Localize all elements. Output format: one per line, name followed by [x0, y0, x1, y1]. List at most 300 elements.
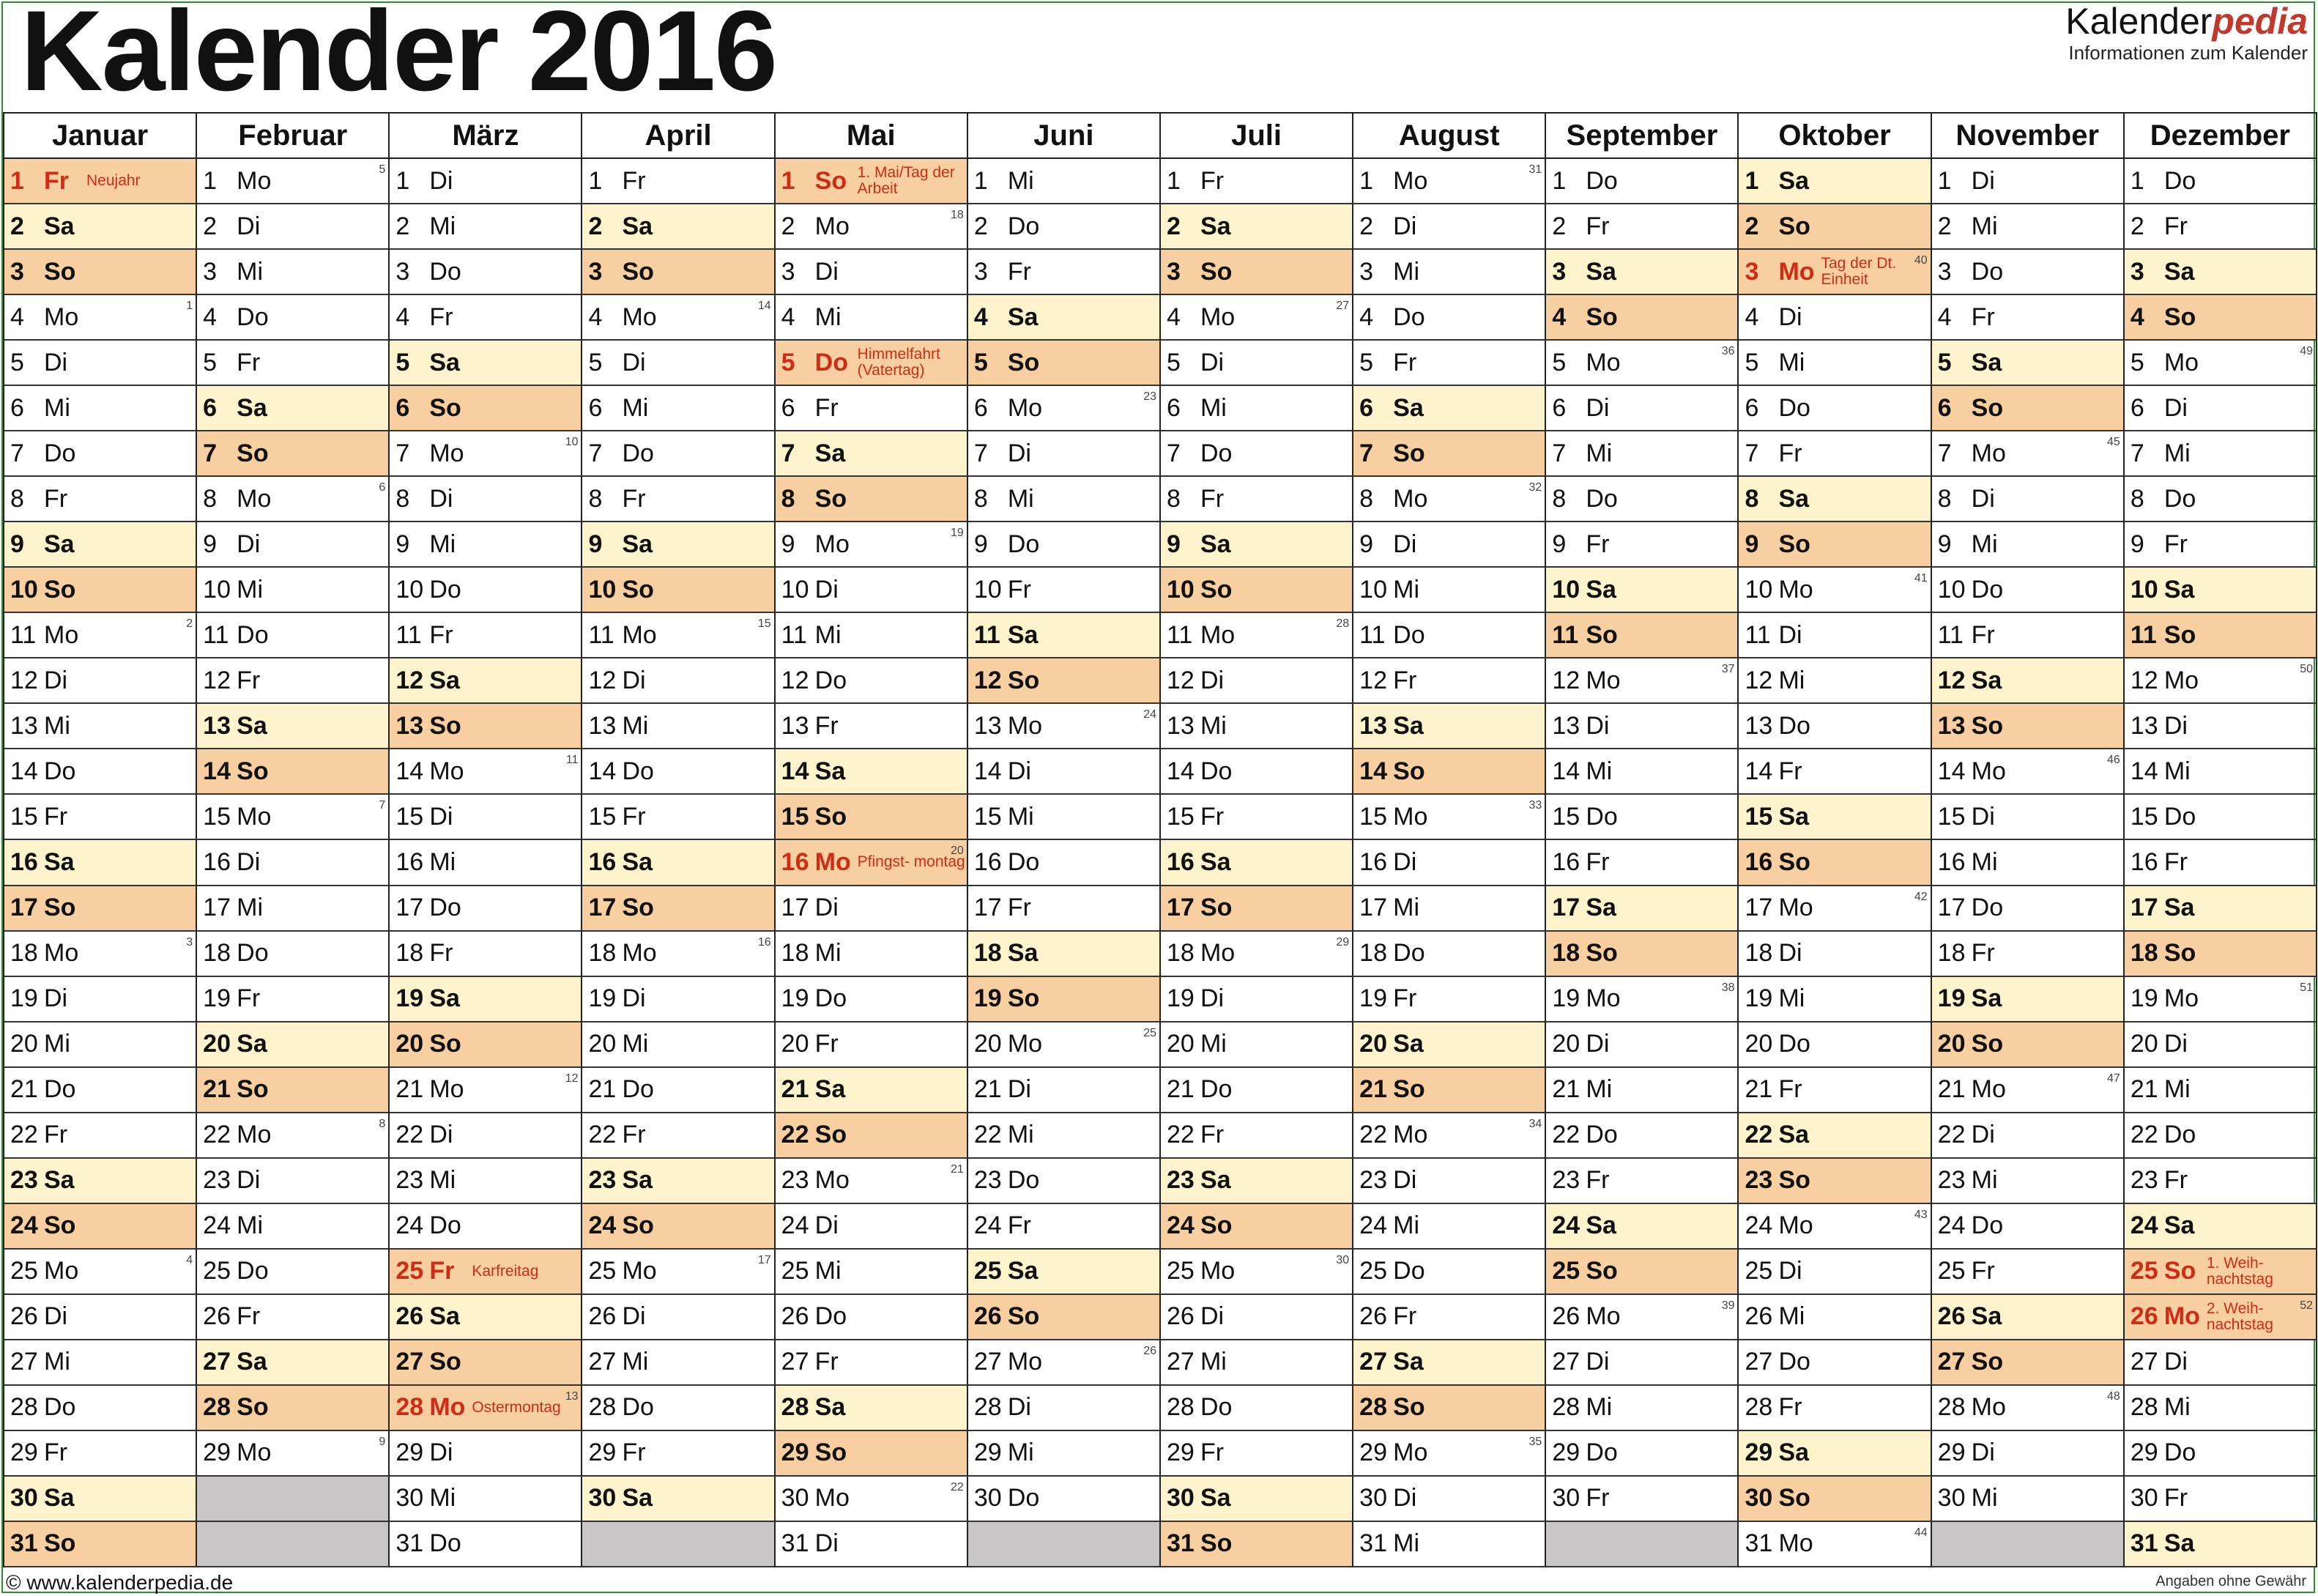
- day-number: 24: [1552, 1211, 1580, 1240]
- day-cell: [1739, 1159, 1931, 1204]
- day-number: 24: [2130, 1211, 2158, 1240]
- day-number: 24: [203, 1211, 231, 1240]
- day-number: 16: [1745, 847, 1773, 876]
- day-cell: [1353, 1431, 1546, 1477]
- day-cell: [1739, 477, 1931, 522]
- day-cell: [1161, 1477, 1353, 1522]
- day-cell: [1546, 250, 1739, 295]
- day-number: 14: [395, 757, 424, 785]
- weekday-label: Do: [1586, 484, 1618, 513]
- weekday-label: Fr: [2163, 212, 2188, 240]
- day-cell: [390, 1068, 582, 1113]
- day-cell: [1353, 568, 1546, 613]
- day-number: 27: [203, 1348, 231, 1376]
- weekday-label: So: [1971, 1348, 2004, 1376]
- day-number: 2: [781, 212, 795, 240]
- weekday-label: Do: [2163, 1439, 2196, 1467]
- day-cell: [776, 159, 968, 204]
- day-number: 14: [1552, 757, 1580, 785]
- day-cell: [390, 204, 582, 250]
- weekday-label: Sa: [1393, 1348, 1424, 1376]
- day-cell: [2125, 568, 2317, 613]
- day-cell: [1739, 1068, 1931, 1113]
- weekday-label: So: [1971, 1030, 2004, 1058]
- day-number: 5: [1937, 348, 1952, 376]
- day-cell: [197, 341, 390, 386]
- weekday-label: Mi: [1586, 1393, 1613, 1422]
- day-cell: [390, 658, 582, 704]
- weekday-label: So: [44, 1211, 76, 1240]
- weekday-label: So: [44, 575, 76, 604]
- day-cell: [1739, 886, 1931, 932]
- weekday-label: Mo: [1393, 484, 1428, 513]
- day-cell: [390, 840, 582, 886]
- day-cell: [582, 1340, 775, 1386]
- weekday-label: Mo: [2163, 348, 2199, 376]
- day-cell: [390, 977, 582, 1022]
- weekday-label: Fr: [237, 348, 261, 376]
- day-cell: [390, 886, 582, 932]
- day-number: 13: [1937, 711, 1966, 740]
- day-number: 8: [781, 484, 795, 513]
- day-cell: [968, 1113, 1161, 1159]
- day-number: 10: [781, 575, 809, 604]
- day-number: 6: [2130, 393, 2144, 422]
- day-cell: [1161, 1522, 1353, 1567]
- weekday-label: Do: [2163, 1121, 2196, 1149]
- weekday-label: Di: [1971, 484, 1995, 513]
- day-number: 26: [781, 1302, 809, 1331]
- weekday-label: Di: [44, 666, 68, 694]
- weekday-label: So: [1778, 1166, 1810, 1195]
- week-number: 48: [2107, 1389, 2120, 1403]
- day-number: 16: [973, 847, 1002, 876]
- day-cell: [197, 568, 390, 613]
- weekday-label: Mi: [1200, 711, 1227, 740]
- day-number: 29: [395, 1439, 424, 1467]
- week-number: 25: [1143, 1026, 1156, 1039]
- day-cell: [1353, 1386, 1546, 1431]
- day-number: 5: [973, 348, 988, 376]
- weekday-label: Mi: [622, 393, 649, 422]
- day-number: 21: [2130, 1075, 2158, 1104]
- day-cell: [1353, 250, 1546, 295]
- day-cell: [776, 295, 968, 341]
- weekday-label: Fr: [44, 484, 68, 513]
- day-cell: [1932, 250, 2125, 295]
- day-number: 13: [588, 711, 617, 740]
- day-number: 19: [2130, 984, 2158, 1013]
- week-number: 33: [1528, 799, 1542, 812]
- day-cell: [582, 568, 775, 613]
- day-cell: [1546, 658, 1739, 704]
- day-cell: [1353, 886, 1546, 932]
- day-cell: [390, 1250, 582, 1295]
- day-number: 7: [781, 439, 795, 467]
- day-number: 2: [203, 212, 218, 240]
- day-cell: [4, 613, 197, 658]
- weekday-label: Sa: [237, 711, 267, 740]
- day-number: 27: [395, 1348, 424, 1376]
- day-number: 11: [1937, 620, 1964, 649]
- day-number: 29: [1552, 1439, 1580, 1467]
- weekday-label: So: [1586, 1257, 1618, 1285]
- day-cell: [968, 295, 1161, 341]
- day-cell: [1932, 522, 2125, 568]
- day-number: 2: [1937, 212, 1952, 240]
- weekday-label: So: [2163, 303, 2196, 331]
- day-cell: [1353, 386, 1546, 431]
- day-cell: [968, 477, 1161, 522]
- day-cell: [1353, 658, 1546, 704]
- day-number: 30: [973, 1484, 1002, 1513]
- day-cell: [776, 1295, 968, 1340]
- day-cell: [1161, 159, 1353, 204]
- week-number: 36: [1721, 345, 1735, 358]
- weekday-label: Sa: [1778, 166, 1810, 195]
- month-header-4: April: [582, 114, 775, 159]
- day-cell: [1739, 1022, 1931, 1068]
- day-cell: [2125, 431, 2317, 477]
- day-cell: [1161, 250, 1353, 295]
- weekday-label: Mi: [814, 303, 842, 331]
- weekday-label: Di: [1200, 1302, 1225, 1331]
- day-cell: [4, 658, 197, 704]
- holiday-label: 1. Weih- nachtstag: [2206, 1254, 2273, 1288]
- day-cell: [1932, 477, 2125, 522]
- day-number: 23: [1745, 1166, 1773, 1195]
- day-cell: [197, 749, 390, 795]
- weekday-label: Di: [814, 894, 839, 922]
- week-number: 35: [1528, 1435, 1542, 1448]
- weekday-label: Di: [814, 1211, 839, 1240]
- day-number: 22: [1552, 1121, 1580, 1149]
- weekday-label: Mo: [1778, 575, 1813, 604]
- day-number: 24: [1937, 1211, 1966, 1240]
- day-number: 26: [2130, 1302, 2158, 1331]
- week-number: 4: [186, 1253, 193, 1266]
- week-number: 3: [186, 935, 193, 949]
- day-number: 27: [781, 1348, 809, 1376]
- day-cell: [968, 932, 1161, 977]
- day-cell: [4, 886, 197, 932]
- day-number: 26: [1745, 1302, 1773, 1331]
- day-cell: [2125, 749, 2317, 795]
- holiday-label: Tag der Dt. Einheit: [1821, 255, 1897, 289]
- day-number: 9: [10, 530, 24, 558]
- weekday-label: Mi: [1393, 1211, 1420, 1240]
- day-number: 4: [2130, 303, 2144, 331]
- day-number: 1: [973, 166, 988, 195]
- day-cell: [1932, 704, 2125, 749]
- day-cell: [1353, 613, 1546, 658]
- weekday-label: Do: [1200, 439, 1233, 467]
- day-cell: [968, 386, 1161, 431]
- day-number: 16: [203, 847, 231, 876]
- day-cell: [968, 1250, 1161, 1295]
- weekday-label: Sa: [1586, 1211, 1616, 1240]
- day-cell: [1739, 204, 1931, 250]
- weekday-label: Mi: [429, 530, 456, 558]
- day-number: 14: [2130, 757, 2158, 785]
- day-cell: [1739, 795, 1931, 840]
- weekday-label: Sa: [1586, 575, 1616, 604]
- day-number: 3: [2130, 257, 2144, 286]
- day-cell: [968, 568, 1161, 613]
- day-cell: [1353, 1295, 1546, 1340]
- weekday-label: Do: [814, 1302, 847, 1331]
- day-number: 5: [10, 348, 24, 376]
- weekday-label: Sa: [1971, 984, 2002, 1013]
- day-number: 1: [395, 166, 410, 195]
- weekday-label: Sa: [1393, 1030, 1424, 1058]
- day-number: 13: [203, 711, 231, 740]
- day-number: 7: [1937, 439, 1952, 467]
- day-cell: [1353, 977, 1546, 1022]
- day-number: 3: [395, 257, 410, 286]
- day-cell: [4, 1159, 197, 1204]
- day-cell: [776, 613, 968, 658]
- weekday-label: Mo: [814, 530, 850, 558]
- day-number: 26: [10, 1302, 38, 1331]
- day-cell: [582, 295, 775, 341]
- day-cell: [197, 886, 390, 932]
- day-cell: [2125, 1159, 2317, 1204]
- day-cell: [776, 568, 968, 613]
- weekday-label: Di: [237, 530, 261, 558]
- weekday-label: Di: [622, 348, 646, 376]
- weekday-label: Mi: [44, 1030, 70, 1058]
- day-cell: [1739, 1250, 1931, 1295]
- day-cell: [4, 977, 197, 1022]
- day-cell: [1353, 295, 1546, 341]
- day-cell: [1161, 1295, 1353, 1340]
- day-cell: [582, 386, 775, 431]
- day-number: 29: [10, 1439, 38, 1467]
- weekday-label: Mi: [1778, 984, 1805, 1013]
- day-cell: [2125, 522, 2317, 568]
- day-cell: [1932, 1204, 2125, 1250]
- day-number: 12: [973, 666, 1002, 694]
- day-cell: [776, 1340, 968, 1386]
- weekday-label: So: [1007, 666, 1040, 694]
- day-cell: [1161, 613, 1353, 658]
- day-number: 15: [10, 802, 38, 831]
- day-cell: [1161, 1250, 1353, 1295]
- empty-cell: [582, 1522, 775, 1567]
- day-number: 9: [781, 530, 795, 558]
- day-number: 31: [395, 1529, 424, 1558]
- weekday-label: Sa: [237, 1348, 267, 1376]
- weekday-label: Fr: [1393, 666, 1417, 694]
- day-cell: [1932, 1431, 2125, 1477]
- day-cell: [1932, 1113, 2125, 1159]
- day-cell: [2125, 840, 2317, 886]
- weekday-label: Fr: [2163, 1484, 2188, 1513]
- day-number: 12: [781, 666, 809, 694]
- day-cell: [1161, 977, 1353, 1022]
- day-cell: [2125, 1204, 2317, 1250]
- weekday-label: Mi: [1971, 1166, 1998, 1195]
- weekday-label: Sa: [44, 1166, 75, 1195]
- day-cell: [1161, 522, 1353, 568]
- day-cell: [1932, 341, 2125, 386]
- weekday-label: Sa: [1007, 620, 1039, 649]
- weekday-label: Fr: [237, 984, 261, 1013]
- weekday-label: Mi: [1778, 348, 1805, 376]
- day-cell: [776, 250, 968, 295]
- weekday-label: Mi: [44, 711, 70, 740]
- holiday-label: Karfreitag: [472, 1262, 539, 1280]
- day-cell: [197, 250, 390, 295]
- day-number: 29: [1166, 1439, 1195, 1467]
- weekday-label: So: [814, 1121, 847, 1149]
- weekday-label: So: [622, 894, 654, 922]
- day-number: 29: [973, 1439, 1002, 1467]
- weekday-label: Di: [1393, 847, 1417, 876]
- day-cell: [1353, 749, 1546, 795]
- holiday-label: 2. Weih- nachtstag: [2206, 1299, 2273, 1333]
- day-cell: [4, 522, 197, 568]
- day-number: 10: [1552, 575, 1580, 604]
- weekday-label: Sa: [2163, 894, 2195, 922]
- weekday-label: Fr: [429, 939, 453, 968]
- weekday-label: Mi: [1586, 757, 1613, 785]
- day-cell: [390, 932, 582, 977]
- day-cell: [197, 1113, 390, 1159]
- weekday-label: Mi: [622, 1348, 649, 1376]
- weekday-label: So: [237, 757, 269, 785]
- day-cell: [776, 1113, 968, 1159]
- day-cell: [1546, 1295, 1739, 1340]
- weekday-label: Do: [1778, 1348, 1810, 1376]
- day-number: 5: [1745, 348, 1759, 376]
- weekday-label: So: [1200, 1211, 1233, 1240]
- day-cell: [776, 886, 968, 932]
- day-number: 16: [1937, 847, 1966, 876]
- day-cell: [776, 658, 968, 704]
- day-number: 18: [1937, 939, 1966, 968]
- day-number: 2: [10, 212, 24, 240]
- weekday-label: Mo: [1393, 1121, 1428, 1149]
- day-cell: [968, 1159, 1161, 1204]
- day-cell: [1932, 977, 2125, 1022]
- day-number: 28: [1745, 1393, 1773, 1422]
- day-cell: [197, 431, 390, 477]
- day-cell: [1161, 204, 1353, 250]
- day-number: 14: [203, 757, 231, 785]
- day-number: 30: [1359, 1484, 1387, 1513]
- day-number: 25: [973, 1257, 1002, 1285]
- weekday-label: Fr: [2163, 847, 2188, 876]
- day-cell: [2125, 1477, 2317, 1522]
- weekday-label: Fr: [44, 802, 68, 831]
- day-number: 31: [10, 1529, 38, 1558]
- holiday-label: 1. Mai/Tag der Arbeit: [857, 163, 955, 198]
- weekday-label: Fr: [1200, 484, 1225, 513]
- weekday-label: Fr: [1778, 1393, 1802, 1422]
- weekday-label: Fr: [237, 666, 261, 694]
- day-number: 21: [588, 1075, 617, 1104]
- day-number: 28: [10, 1393, 38, 1422]
- weekday-label: Mi: [1007, 1121, 1034, 1149]
- day-number: 20: [10, 1030, 38, 1058]
- week-number: 37: [1721, 663, 1735, 676]
- weekday-label: Mi: [1971, 530, 1998, 558]
- day-cell: [4, 1340, 197, 1386]
- day-cell: [390, 159, 582, 204]
- month-header-5: Mai: [776, 114, 968, 159]
- day-number: 6: [588, 393, 603, 422]
- day-cell: [1353, 1340, 1546, 1386]
- day-number: 3: [1166, 257, 1181, 286]
- day-cell: [390, 386, 582, 431]
- day-cell: [1739, 613, 1931, 658]
- day-number: 2: [1552, 212, 1567, 240]
- day-number: 7: [2130, 439, 2144, 467]
- empty-cell: [1546, 1522, 1739, 1567]
- week-number: 31: [1528, 163, 1542, 176]
- footer-disclaimer: Angaben ohne Gewähr: [2155, 1573, 2306, 1589]
- day-cell: [390, 295, 582, 341]
- week-number: 49: [2300, 345, 2313, 358]
- day-number: 24: [1166, 1211, 1195, 1240]
- weekday-label: Sa: [1778, 1439, 1810, 1467]
- weekday-label: Do: [429, 257, 461, 286]
- day-cell: [776, 1522, 968, 1567]
- weekday-label: Mi: [1971, 212, 1998, 240]
- day-cell: [1739, 749, 1931, 795]
- day-cell: [197, 840, 390, 886]
- day-cell: [776, 431, 968, 477]
- day-cell: [1353, 1159, 1546, 1204]
- day-number: 27: [973, 1348, 1002, 1376]
- day-number: 7: [588, 439, 603, 467]
- day-cell: [1161, 749, 1353, 795]
- day-cell: [390, 1386, 582, 1431]
- day-number: 4: [1166, 303, 1181, 331]
- day-number: 19: [10, 984, 38, 1013]
- day-number: 10: [1745, 575, 1773, 604]
- weekday-label: Do: [1393, 620, 1425, 649]
- day-cell: [582, 159, 775, 204]
- weekday-label: Fr: [2163, 530, 2188, 558]
- day-number: 6: [10, 393, 24, 422]
- day-cell: [1161, 1386, 1353, 1431]
- weekday-label: Fr: [1778, 757, 1802, 785]
- day-number: 22: [203, 1121, 231, 1149]
- weekday-label: Mo: [44, 303, 79, 331]
- week-number: 12: [565, 1072, 579, 1085]
- brand-name-part-1: Kalender: [2065, 1, 2213, 42]
- day-cell: [1546, 1431, 1739, 1477]
- weekday-label: Fr: [1586, 212, 1610, 240]
- weekday-label: Di: [1971, 166, 1995, 195]
- holiday-label: Pfingst- montag: [857, 853, 965, 871]
- weekday-label: Do: [1971, 1211, 2004, 1240]
- day-cell: [1932, 1295, 2125, 1340]
- weekday-label: Fr: [1007, 257, 1031, 286]
- weekday-label: Fr: [237, 1302, 261, 1331]
- day-cell: [197, 522, 390, 568]
- day-number: 4: [395, 303, 410, 331]
- day-number: 4: [1745, 303, 1759, 331]
- day-number: 14: [1166, 757, 1195, 785]
- week-number: 47: [2107, 1072, 2120, 1085]
- day-cell: [1546, 932, 1739, 977]
- day-number: 24: [1359, 1211, 1387, 1240]
- day-cell: [1546, 1477, 1739, 1522]
